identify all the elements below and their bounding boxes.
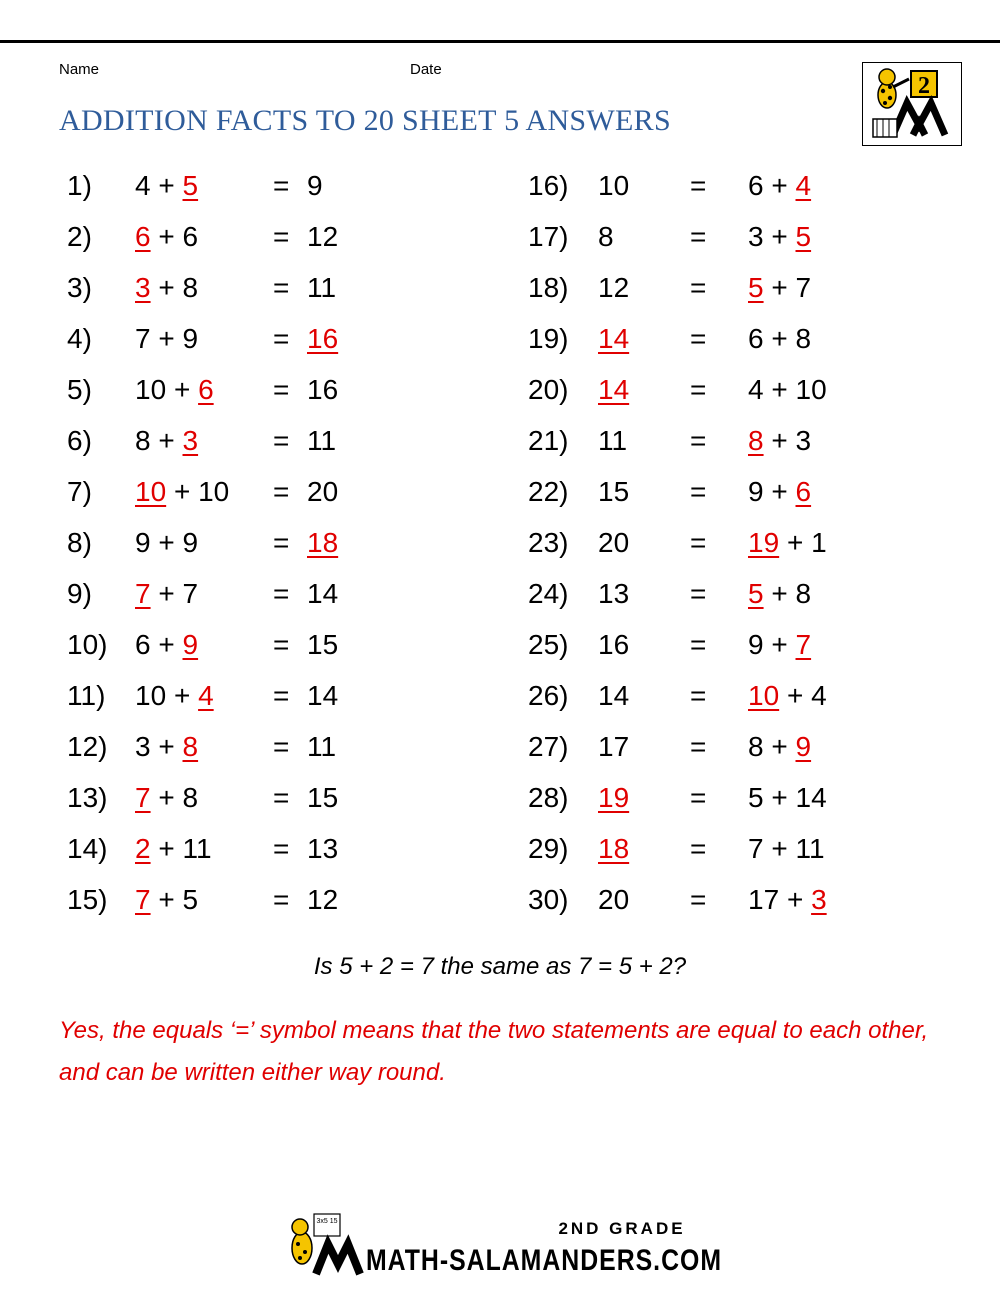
plus-sign: + (158, 425, 175, 456)
plus-sign: + (158, 221, 175, 252)
addend-a: 10 (135, 680, 167, 711)
answer-value: 14 (598, 323, 630, 354)
addend-a: 17 (748, 884, 780, 915)
equals-sign: = (690, 323, 707, 354)
problem-row (0, 721, 1000, 772)
problem-number: 28) (528, 782, 569, 813)
addend-a: 5 (748, 782, 764, 813)
sum-result: 11 (598, 425, 628, 456)
plus-sign: + (771, 833, 788, 864)
addend-b: 6 (182, 221, 199, 252)
sum-result: 16 (598, 629, 630, 660)
problem-row (0, 619, 1000, 670)
answer-value: 19 (598, 782, 630, 813)
sum-result: 9 (307, 170, 323, 201)
problem-row (0, 160, 1000, 211)
problem-number: 15) (67, 884, 108, 915)
equals-sign: = (273, 578, 290, 609)
problem-number: 16) (528, 170, 569, 201)
plus-sign: + (771, 629, 788, 660)
addend-a: 6 (135, 629, 151, 660)
answer-value: 18 (307, 527, 339, 558)
equals-sign: = (690, 782, 707, 813)
addend-a: 3 (748, 221, 764, 252)
addend-a: 9 (748, 629, 764, 660)
sum-expression (748, 670, 827, 721)
answer-value: 7 (795, 629, 812, 660)
sum-expression (748, 517, 827, 568)
equals-sign: = (273, 680, 290, 711)
plus-sign: + (158, 884, 175, 915)
problem-number: 24) (528, 578, 569, 609)
problem-number: 6) (67, 425, 92, 456)
answer-value: 6 (795, 476, 812, 507)
plus-sign: + (173, 476, 191, 507)
sum-result: 13 (307, 833, 339, 864)
problem-number: 22) (528, 476, 569, 507)
problem-number: 13) (67, 782, 108, 813)
sum-expression (748, 874, 827, 925)
problem-number: 4) (67, 323, 92, 354)
problem-number: 12) (67, 731, 108, 762)
plus-sign: + (158, 629, 175, 660)
plus-sign: + (158, 170, 175, 201)
answer-value: 16 (307, 323, 339, 354)
plus-sign: + (786, 527, 804, 558)
answer-value: 4 (198, 680, 214, 711)
problem-row (0, 262, 1000, 313)
problem-number: 1) (67, 170, 92, 201)
equals-sign: = (273, 833, 290, 864)
problem-row (0, 568, 1000, 619)
answer-value: 5 (748, 578, 764, 609)
sum-expression (748, 823, 825, 874)
problem-number: 10) (67, 629, 108, 660)
page-title: ADDITION FACTS TO 20 SHEET 5 ANSWERS (59, 104, 671, 137)
problem-number: 25) (528, 629, 569, 660)
plus-sign: + (771, 476, 788, 507)
addend-b: 1 (811, 527, 827, 558)
addend-a: 8 (748, 731, 764, 762)
equals-sign: = (273, 272, 290, 303)
equals-sign: = (273, 323, 290, 354)
addend-a: 4 (135, 170, 151, 201)
sum-expression (748, 364, 827, 415)
sum-result: 11 (307, 425, 337, 456)
equals-sign: = (690, 578, 707, 609)
equals-sign: = (273, 782, 290, 813)
problem-number: 17) (528, 221, 569, 252)
answer-value: 18 (598, 833, 630, 864)
answer-value: 3 (811, 884, 827, 915)
sum-result: 14 (307, 578, 339, 609)
question-text: Is 5 + 2 = 7 the same as 7 = 5 + 2? (313, 953, 687, 980)
sum-expression (748, 262, 811, 313)
problem-number: 18) (528, 272, 569, 303)
plus-sign: + (771, 578, 788, 609)
salamander-logo (862, 62, 962, 146)
sum-result: 10 (598, 170, 630, 201)
addend-a: 9 (135, 527, 151, 558)
problem-row (0, 823, 1000, 874)
equals-sign: = (690, 374, 707, 405)
answer-value: 5 (182, 170, 199, 201)
problem-row (0, 874, 1000, 925)
addend-b: 9 (182, 527, 199, 558)
addend-b: 8 (795, 578, 812, 609)
sum-expression (748, 619, 811, 670)
equals-sign: = (690, 629, 707, 660)
answer-value: 6 (198, 374, 214, 405)
problem-row (0, 415, 1000, 466)
sum-result: 17 (598, 731, 630, 762)
plus-sign: + (158, 731, 175, 762)
answer-value: 5 (748, 272, 764, 303)
sum-expression (748, 415, 811, 466)
sum-result: 11 (307, 731, 337, 762)
problem-number: 23) (528, 527, 569, 558)
answer-value: 7 (135, 578, 151, 609)
problem-number: 11) (67, 680, 106, 711)
sum-result: 20 (598, 527, 630, 558)
plus-sign: + (158, 272, 175, 303)
problem-row (0, 313, 1000, 364)
addend-b: 8 (795, 323, 812, 354)
answer-value: 8 (748, 425, 764, 456)
plus-sign: + (158, 323, 175, 354)
answer-value: 19 (748, 527, 780, 558)
addend-b: 10 (198, 476, 230, 507)
sum-result: 8 (598, 221, 614, 252)
addend-a: 6 (748, 170, 764, 201)
sum-result: 14 (307, 680, 339, 711)
answer-value: 7 (135, 782, 151, 813)
problem-row (0, 772, 1000, 823)
problem-row (0, 211, 1000, 262)
plus-sign: + (158, 833, 175, 864)
plus-sign: + (173, 374, 191, 405)
problem-number: 3) (67, 272, 92, 303)
problem-number: 29) (528, 833, 569, 864)
problem-number: 26) (528, 680, 569, 711)
sum-result: 12 (307, 221, 339, 252)
sum-result: 20 (598, 884, 630, 915)
addend-b: 7 (182, 578, 199, 609)
equals-sign: = (690, 272, 707, 303)
problem-number: 30) (528, 884, 569, 915)
answer-value: 3 (135, 272, 151, 303)
problem-row (0, 466, 1000, 517)
answer-value: 4 (795, 170, 812, 201)
equals-sign: = (690, 527, 707, 558)
problem-number: 9) (67, 578, 92, 609)
sum-expression (748, 772, 827, 823)
addend-b: 5 (182, 884, 199, 915)
answer-value: 14 (598, 374, 630, 405)
addend-b: 14 (795, 782, 827, 813)
site-footer-logo (280, 1210, 730, 1280)
sum-result: 12 (598, 272, 630, 303)
addend-a: 7 (748, 833, 764, 864)
answer-value: 7 (135, 884, 151, 915)
sum-result: 14 (598, 680, 630, 711)
equals-sign: = (273, 629, 290, 660)
equals-sign: = (690, 731, 707, 762)
plus-sign: + (158, 578, 175, 609)
sum-expression (748, 211, 811, 262)
addend-b: 11 (795, 833, 825, 864)
footer-site: MATH-SALAMANDERS.COM (366, 1244, 722, 1277)
logo-digit: 2 (918, 73, 930, 99)
answer-value: 9 (795, 731, 812, 762)
equals-sign: = (690, 425, 707, 456)
addend-a: 4 (748, 374, 764, 405)
plus-sign: + (771, 272, 788, 303)
equals-sign: = (273, 221, 290, 252)
problem-number: 21) (528, 425, 569, 456)
addend-b: 4 (811, 680, 827, 711)
equals-sign: = (273, 527, 290, 558)
sum-result: 15 (598, 476, 630, 507)
problem-number: 27) (528, 731, 569, 762)
plus-sign: + (771, 374, 788, 405)
plus-sign: + (786, 680, 804, 711)
sum-result: 11 (307, 272, 337, 303)
footer-card-text: 3x5 15 (316, 1218, 338, 1225)
problem-grid (0, 160, 1000, 925)
sum-expression (748, 313, 811, 364)
date-label: Date (410, 61, 442, 78)
addend-a: 3 (135, 731, 151, 762)
problem-number: 8) (67, 527, 92, 558)
footer-grade: 2ND GRADE (558, 1219, 686, 1238)
equals-sign: = (273, 476, 290, 507)
addend-b: 7 (795, 272, 812, 303)
addend-a: 8 (135, 425, 151, 456)
answer-value: 8 (182, 731, 199, 762)
plus-sign: + (158, 782, 175, 813)
plus-sign: + (173, 680, 191, 711)
equals-sign: = (690, 833, 707, 864)
addend-b: 9 (182, 323, 199, 354)
answer-value: 6 (135, 221, 151, 252)
answer-value: 5 (795, 221, 812, 252)
answer-value: 9 (182, 629, 199, 660)
plus-sign: + (158, 527, 175, 558)
sum-expression (748, 721, 811, 772)
sum-expression (748, 568, 811, 619)
answer-value: 3 (182, 425, 199, 456)
problem-row (0, 364, 1000, 415)
equals-sign: = (690, 221, 707, 252)
sum-expression (748, 466, 811, 517)
addend-b: 3 (795, 425, 812, 456)
sum-result: 16 (307, 374, 339, 405)
sum-expression (748, 160, 811, 211)
answer-value: 10 (748, 680, 780, 711)
equals-sign: = (273, 170, 290, 201)
problem-row (0, 670, 1000, 721)
addend-b: 11 (182, 833, 212, 864)
equals-sign: = (273, 731, 290, 762)
answer-text: Yes, the equals ‘=’ symbol means that the two statements are equal to each other, and can be written either way round. (59, 1017, 929, 1086)
problem-row (0, 517, 1000, 568)
name-label: Name (59, 61, 100, 78)
plus-sign: + (771, 221, 788, 252)
sum-result: 13 (598, 578, 630, 609)
answer-value: 10 (135, 476, 167, 507)
plus-sign: + (771, 425, 788, 456)
equals-sign: = (690, 476, 707, 507)
answer-value: 2 (135, 833, 151, 864)
plus-sign: + (771, 782, 788, 813)
addend-b: 10 (795, 374, 827, 405)
equals-sign: = (273, 884, 290, 915)
sum-result: 15 (307, 629, 339, 660)
addend-a: 10 (135, 374, 167, 405)
problem-number: 5) (67, 374, 92, 405)
sum-result: 15 (307, 782, 339, 813)
addend-a: 9 (748, 476, 764, 507)
problem-number: 19) (528, 323, 569, 354)
equals-sign: = (273, 374, 290, 405)
addend-a: 6 (748, 323, 764, 354)
problem-number: 20) (528, 374, 569, 405)
plus-sign: + (771, 731, 788, 762)
problem-number: 2) (67, 221, 92, 252)
addend-a: 7 (135, 323, 151, 354)
top-rule (0, 40, 1000, 43)
equals-sign: = (690, 884, 707, 915)
equals-sign: = (690, 170, 707, 201)
plus-sign: + (771, 170, 788, 201)
sum-result: 20 (307, 476, 339, 507)
addend-b: 8 (182, 272, 199, 303)
sum-result: 12 (307, 884, 339, 915)
plus-sign: + (771, 323, 788, 354)
problem-number: 7) (67, 476, 92, 507)
equals-sign: = (273, 425, 290, 456)
addend-b: 8 (182, 782, 199, 813)
equals-sign: = (690, 680, 707, 711)
plus-sign: + (786, 884, 804, 915)
problem-number: 14) (67, 833, 108, 864)
